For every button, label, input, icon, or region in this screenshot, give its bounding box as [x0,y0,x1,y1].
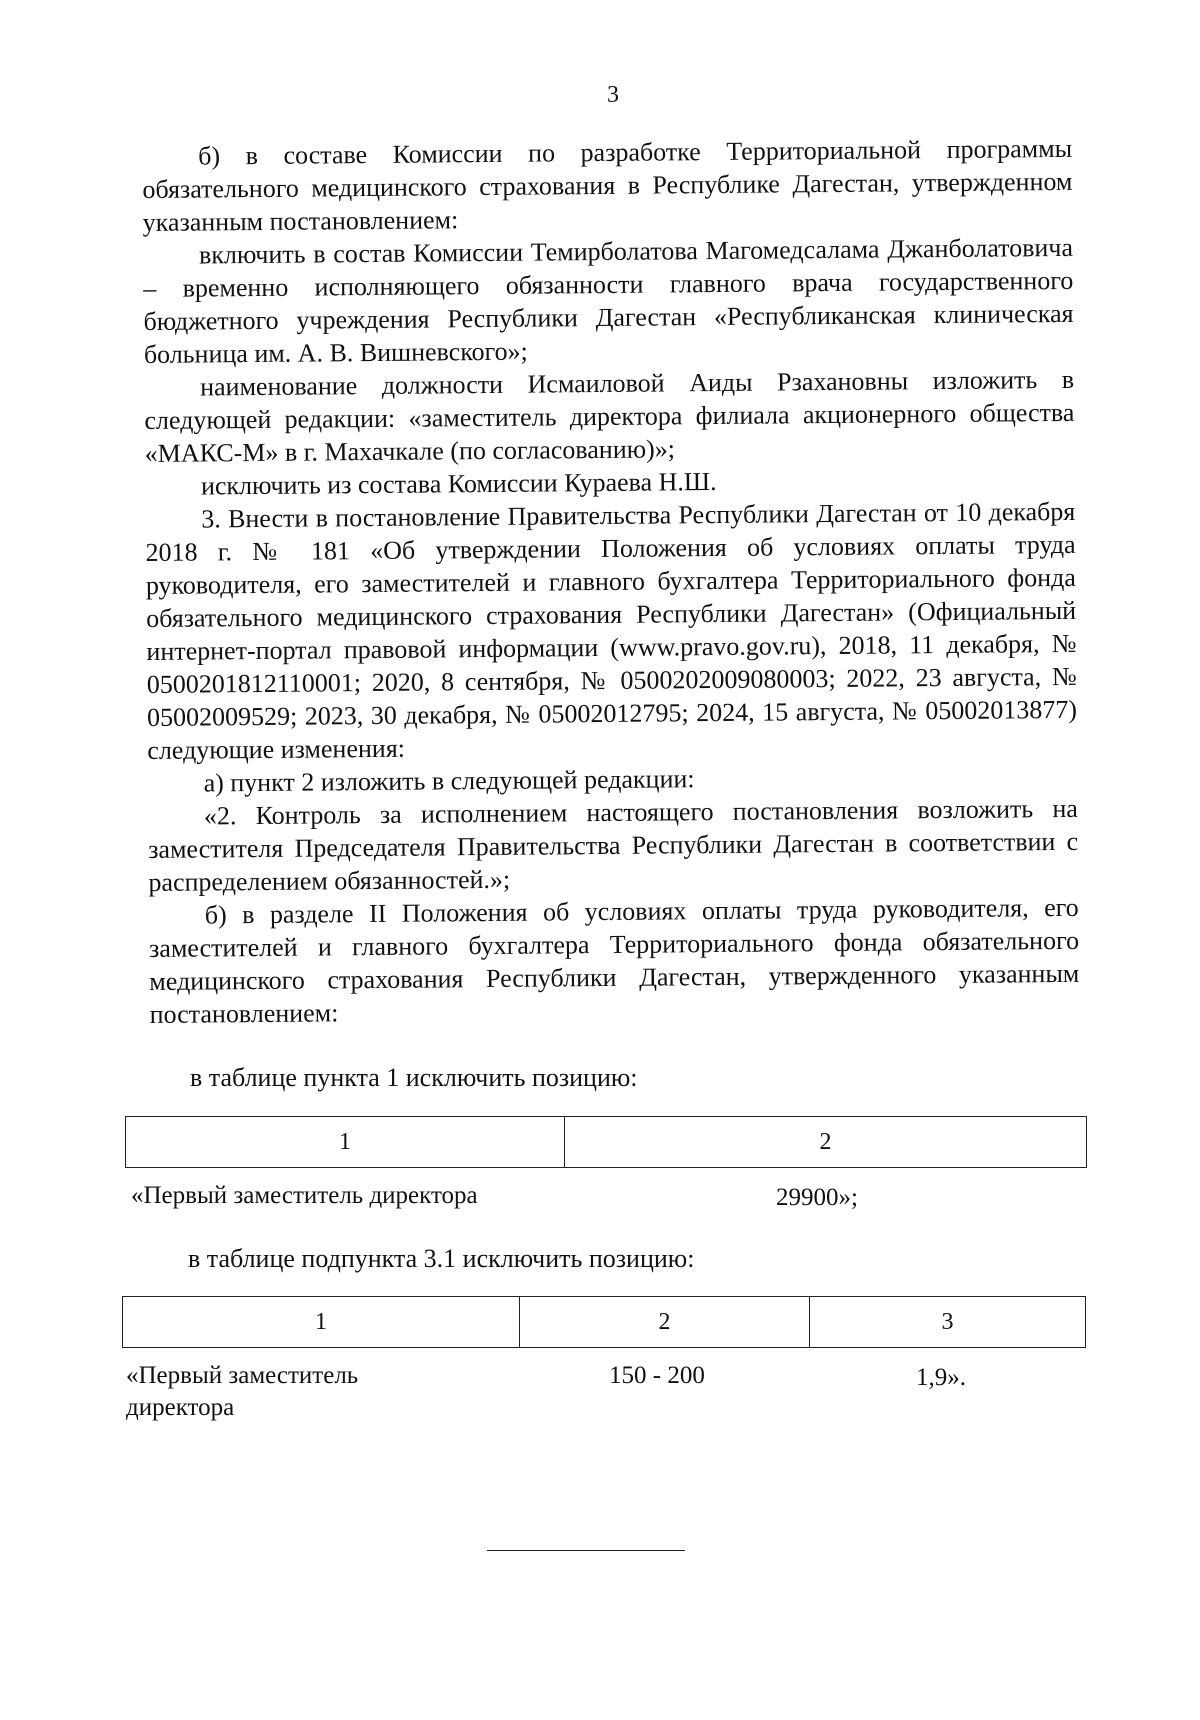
table2-header [122,1296,1086,1348]
table2-intro: в таблице подпункта 3.1 исключить позицию: [188,1244,695,1273]
paragraph-include-member: включить в состав Комиссии Темирболатова Магомедсалама Джанболатовича – временно исполняющего обязанности главного врача государственного бюджетного учреждения Республики Дагестан «Республиканская клиническая больница им. А. В. Вишневского»; [143,232,1074,369]
paragraph-control-clause: «2. Контроль за исполнением настоящего постановления возложить на заместителя Председателя Правительства Республики Дагестан в соответствии с распределением обязанностей.»; [148,793,1079,897]
paragraph-item-3: 3. Внести в постановление Правительства Республики Дагестан от 10 декабря 2018 г. № 181 «Об утверждении Положения об условиях оплаты труда руководителя, его заместителей и главного бухгалтера Территориального фонда обязательного медицинского страхования Республики Дагестан» (Официальный интернет-портал правовой информации (www.pravo.gov.ru), 2018, 11 декабря, № 0500201812110001; 2020, 8 сентября, № 0500202009080003; 2022, 23 августа, № 05002009529; 2023, 30 декабря, № 05002012795; 2024, 15 августа, № 05002013877) следующие изменения: [145,496,1078,765]
paragraph-subitem-b: б) в разделе II Положения об условиях оплаты труда руководителя, его заместителей и главного бухгалтера Территориального фонда обязательного медицинского страхования Республики Дагестан, утвержденного указанным постановлением: [148,892,1080,1029]
table2-header-col-2: 2 [520,1297,810,1348]
table2-row-coefficient: 1,9». [916,1364,966,1391]
table1-header-col-1: 1 [126,1117,565,1168]
paragraph-commission-intro: б) в составе Комиссии по разработке Территориальной программы обязательного медицинского страхования в Республике Дагестан, утвержденном указанным постановлением: [142,133,1073,237]
paragraph-exclude-member: исключить из состава Комиссии Кураева Н.Ш. [200,466,717,501]
paragraph-rename-position: наименование должности Исмаиловой Аиды Рзахановны изложить в следующей редакции: «заместитель директора филиала акционерного общества «МАКС-М» в г. Махачкале (по согласованию)»; [144,364,1075,468]
table1-intro: в таблице пункта 1 исключить позицию: [190,1063,638,1092]
paragraph-subitem-a: а) пункт 2 изложить в следующей редакции: [203,764,695,798]
page-number: 3 [607,82,619,108]
table2-header-col-3: 3 [810,1297,1086,1348]
table1-header [125,1116,1087,1168]
table1-header-col-2: 2 [565,1117,1087,1168]
table1-row-value: 29900»; [776,1184,858,1211]
document-body [142,132,1080,1031]
table2-row-range: 150 - 200 [609,1362,705,1389]
table2-row-position: «Первый заместитель директора [126,1362,359,1421]
end-of-document-line [487,1550,685,1551]
table2-header-col-1: 1 [123,1297,520,1348]
table1-row-position: «Первый заместитель директора [131,1182,478,1209]
